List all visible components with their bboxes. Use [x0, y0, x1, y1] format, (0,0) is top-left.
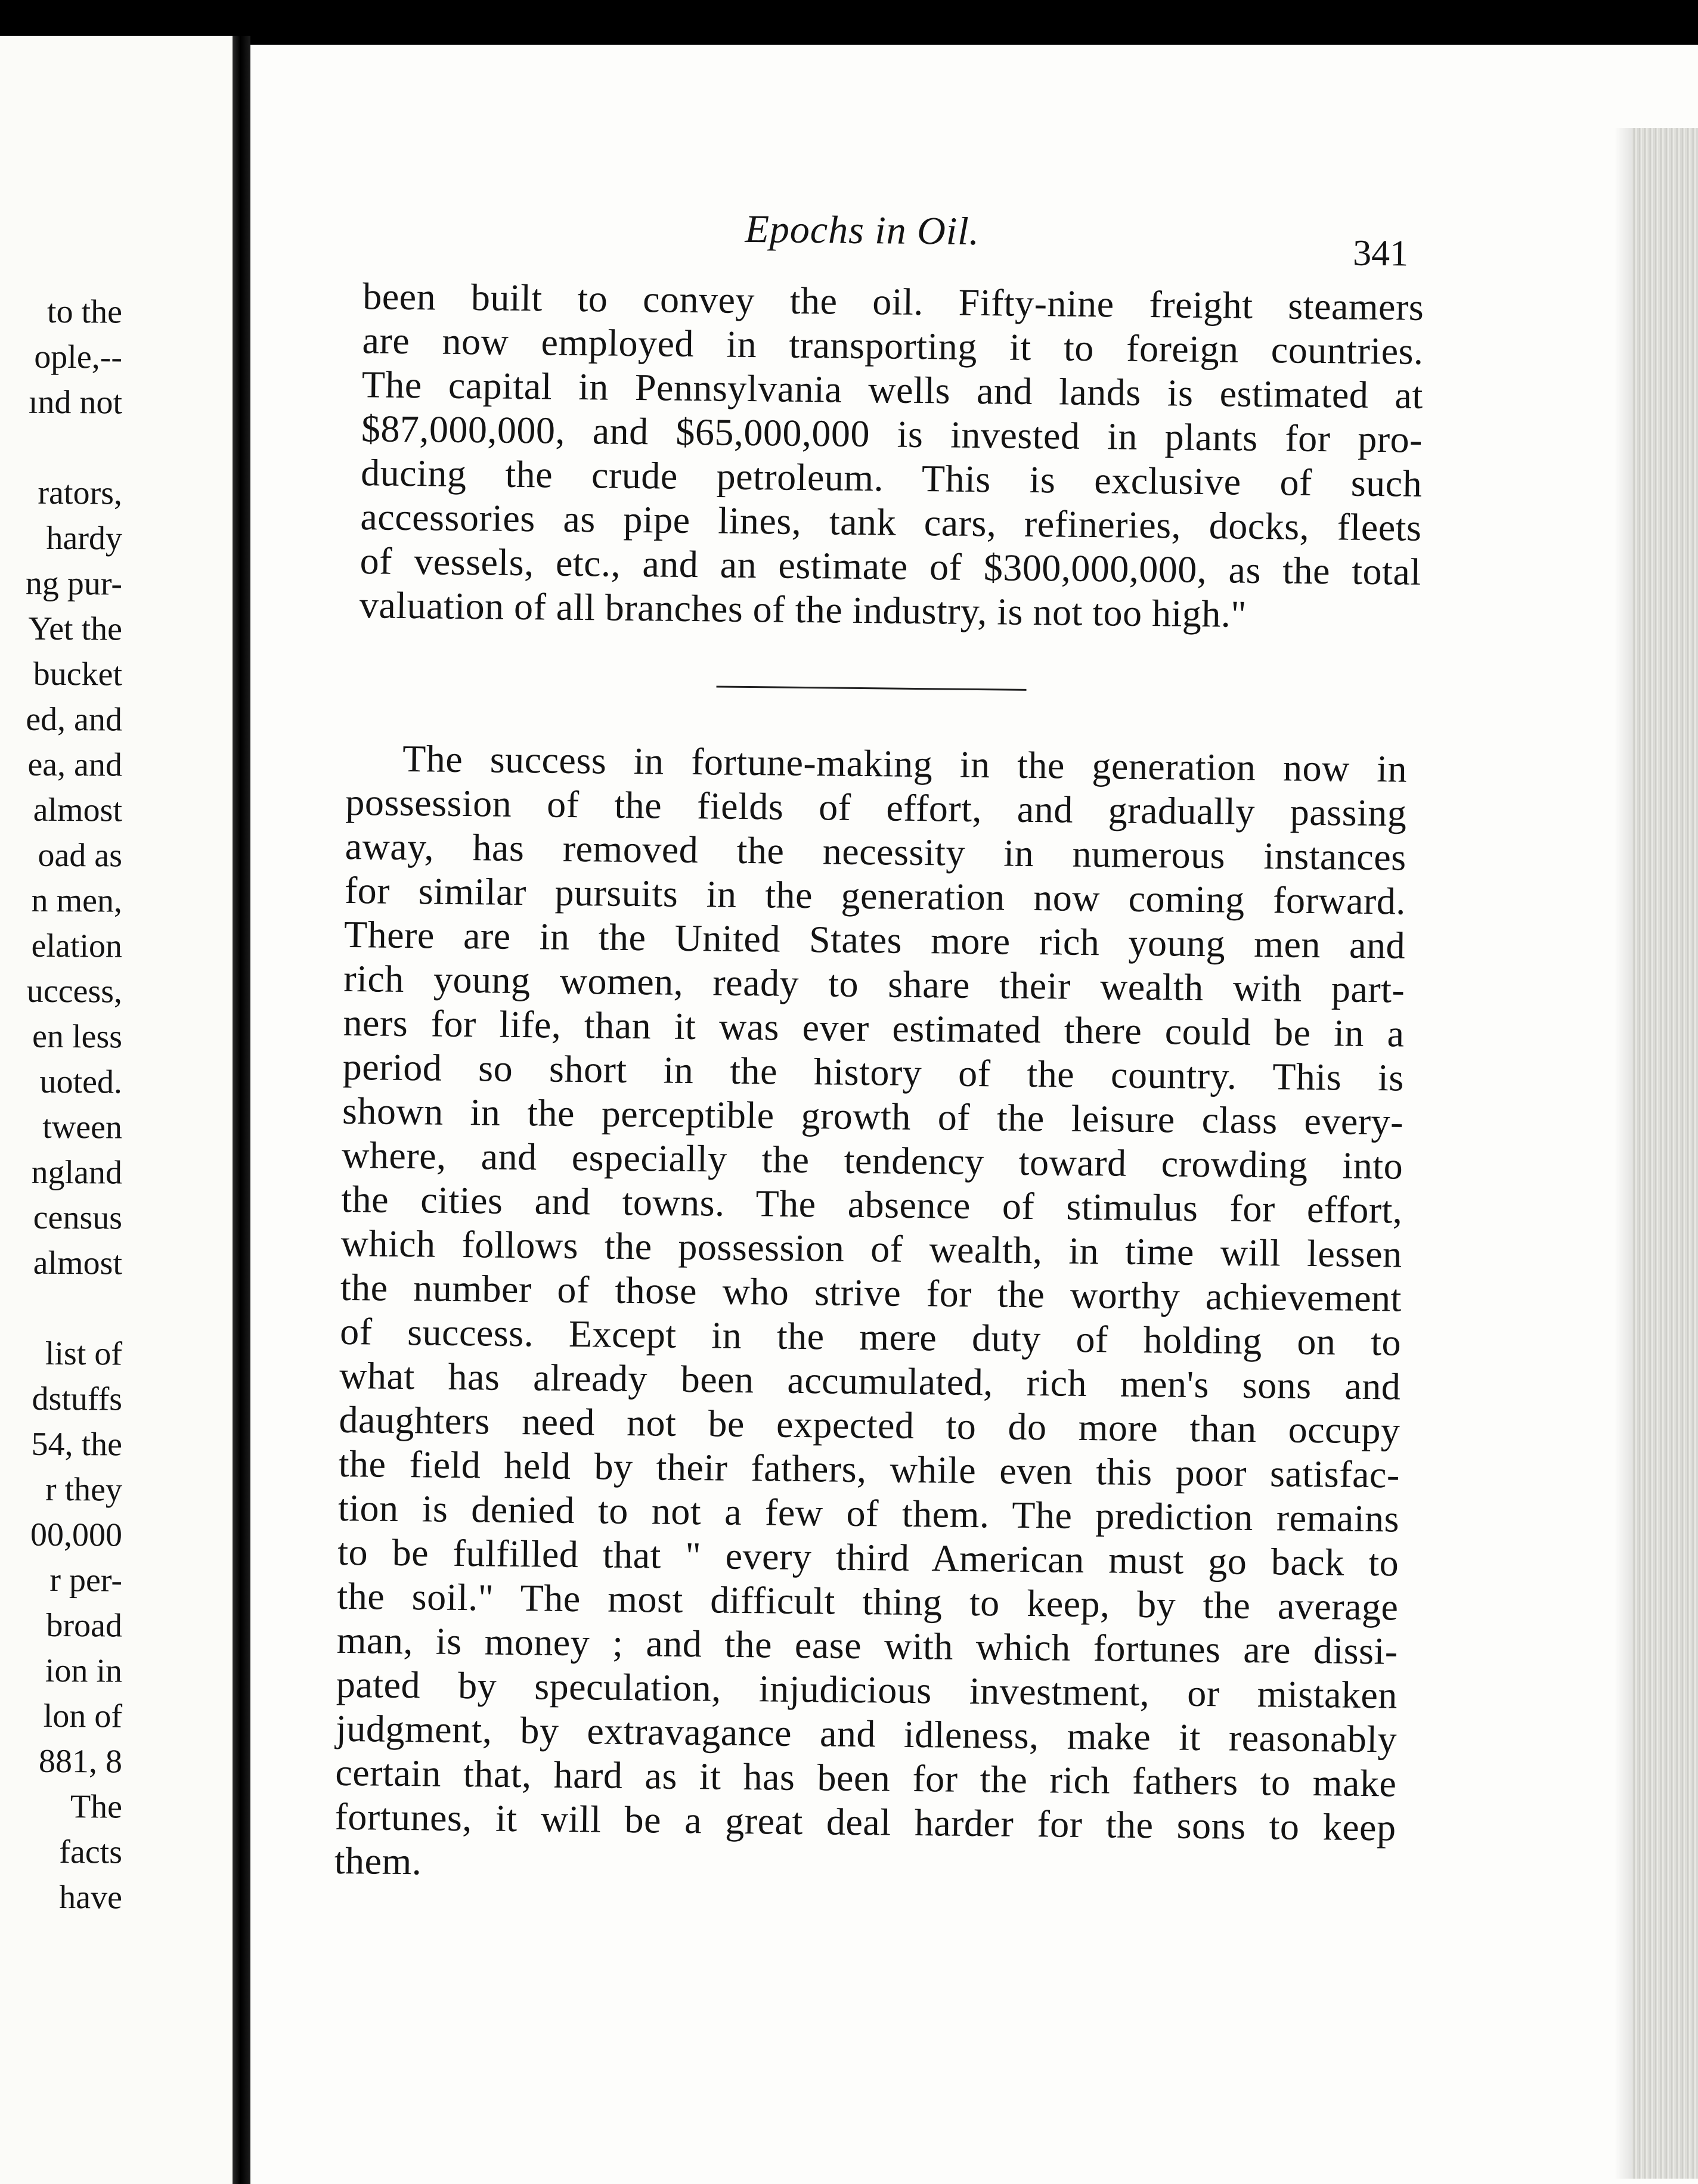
left-page-line: The — [70, 1788, 123, 1826]
left-page-line: 00,000 — [30, 1516, 123, 1554]
text-line: what has already been accumulated, rich men's sons and — [339, 1354, 1401, 1408]
text-line: the field held by their fathers, while even this poor satisfac- — [338, 1442, 1400, 1496]
left-page-line: hardy — [46, 519, 123, 557]
running-title: Epochs in Oil. — [745, 207, 980, 254]
left-page-line: dstuffs — [32, 1380, 123, 1418]
text-line: the soil." The most difficult thing to keep, by the average — [337, 1574, 1399, 1628]
text-line: The capital in Pennsylvania wells and lands is estimated at — [361, 363, 1424, 417]
text-line: for similar pursuits in the generation now coming forward. — [344, 868, 1406, 923]
left-page-line: ion in — [45, 1652, 123, 1690]
left-page-line: broad — [46, 1606, 123, 1645]
left-page-line: ngland — [31, 1153, 123, 1192]
left-page-line: lon of — [43, 1697, 123, 1735]
text-line: the number of those who strive for the worthy achievement — [340, 1265, 1402, 1320]
text-line: $87,000,000, and $65,000,000 is invested in plants for pro- — [361, 407, 1423, 461]
left-page-line: tween — [42, 1108, 123, 1146]
text-line: daughters need not be expected to do more than occupy — [339, 1398, 1400, 1452]
text-line: possession of the fields of effort, and gradually passing — [345, 780, 1407, 834]
left-page-line: have — [59, 1878, 123, 1916]
left-page — [0, 36, 233, 2184]
left-page-line: facts — [59, 1833, 123, 1871]
left-page-line: to the — [47, 293, 123, 331]
left-page-line: list of — [45, 1335, 123, 1373]
left-page-line: ınd not — [28, 383, 123, 421]
text-line: which follows the possession of wealth, in time will lessen — [340, 1221, 1402, 1276]
left-page-line: uccess, — [26, 972, 123, 1010]
text-line: fortunes, it will be a great deal harder for the sons to keep — [334, 1795, 1396, 1849]
text-line: The success in fortune-making in the generation now in — [402, 737, 1408, 790]
text-line: shown in the perceptible growth of the leisure class every- — [342, 1089, 1404, 1143]
text-line: pated by speculation, injudicious investment, or mistaken — [336, 1662, 1398, 1717]
page-edge-shadow — [1615, 128, 1632, 2179]
left-page-line: census — [33, 1199, 123, 1237]
text-line: away, has removed the necessity in numerous instances — [345, 824, 1406, 879]
text-line: certain that, hard as it has been for the rich fathers to make — [335, 1751, 1397, 1805]
left-page-line: ea, and — [27, 746, 123, 784]
text-line: rich young women, ready to share their wealth with part- — [343, 957, 1405, 1011]
left-page-line: 54, the — [31, 1425, 123, 1463]
text-line: the cities and towns. The absence of stimulus for effort, — [341, 1177, 1403, 1231]
text-line: ners for life, than it was ever estimated there could be in a — [343, 1001, 1405, 1055]
text-line: ducing the crude petroleum. This is exclusive of such — [360, 451, 1423, 505]
text-line: of vessels, etc., and an estimate of $300,000,000, as the total — [360, 539, 1421, 593]
left-page-line: oad as — [38, 836, 123, 874]
text-line: to be fulfilled that " every third American must go back to — [337, 1530, 1399, 1584]
left-page-line: bucket — [33, 655, 123, 693]
text-line: There are in the United States more rich young men and — [343, 913, 1406, 967]
page-number: 341 — [1352, 232, 1409, 274]
left-page-line: ed, and — [26, 700, 123, 739]
page-edges — [1632, 128, 1698, 2179]
section-divider-rule — [717, 685, 1027, 690]
book-gutter — [233, 36, 250, 2184]
text-line: period so short in the history of the country. This is — [342, 1045, 1405, 1099]
left-page-line: 881, 8 — [38, 1742, 123, 1780]
paragraph-fortune-making — [334, 736, 1407, 1894]
left-page-line: ople,-- — [34, 338, 123, 376]
left-page-line: almost — [33, 1244, 123, 1282]
text-line: accessories as pipe lines, tank cars, refineries, docks, fleets — [360, 495, 1422, 549]
text-line: tion is denied to not a few of them. The prediction remains — [337, 1486, 1400, 1540]
left-page-line: n men, — [31, 882, 123, 920]
text-line: where, and especially the tendency toward crowding into — [341, 1133, 1403, 1187]
text-line: of success. Except in the mere duty of holding on to — [339, 1310, 1402, 1364]
left-page-line: r per- — [49, 1561, 123, 1599]
left-page-line: en less — [32, 1017, 123, 1056]
left-page-line: uoted. — [39, 1063, 123, 1101]
paragraph-quote-ending — [360, 274, 1424, 638]
left-page-line: Yet the — [28, 610, 123, 648]
left-page-line: elation — [31, 927, 123, 965]
text-line: man, is money ; and the ease with which fortunes are dissi- — [336, 1618, 1399, 1673]
text-line: them. — [334, 1839, 422, 1883]
left-page-line: rators, — [38, 474, 123, 512]
text-line: valuation of all branches of the industry, is not too high." — [359, 584, 1247, 635]
page-text-block — [334, 203, 1424, 1894]
left-page-line: almost — [33, 791, 123, 829]
text-line: judgment, by extravagance and idleness, make it reasonably — [335, 1707, 1398, 1761]
left-page-line: r they — [45, 1471, 123, 1509]
left-page-line: ng pur- — [25, 564, 123, 603]
running-head — [351, 203, 1425, 286]
text-line: are now employed in transporting it to foreign countries. — [362, 319, 1424, 373]
text-line: been built to convey the oil. Fifty-nine freight steamers — [362, 275, 1424, 328]
